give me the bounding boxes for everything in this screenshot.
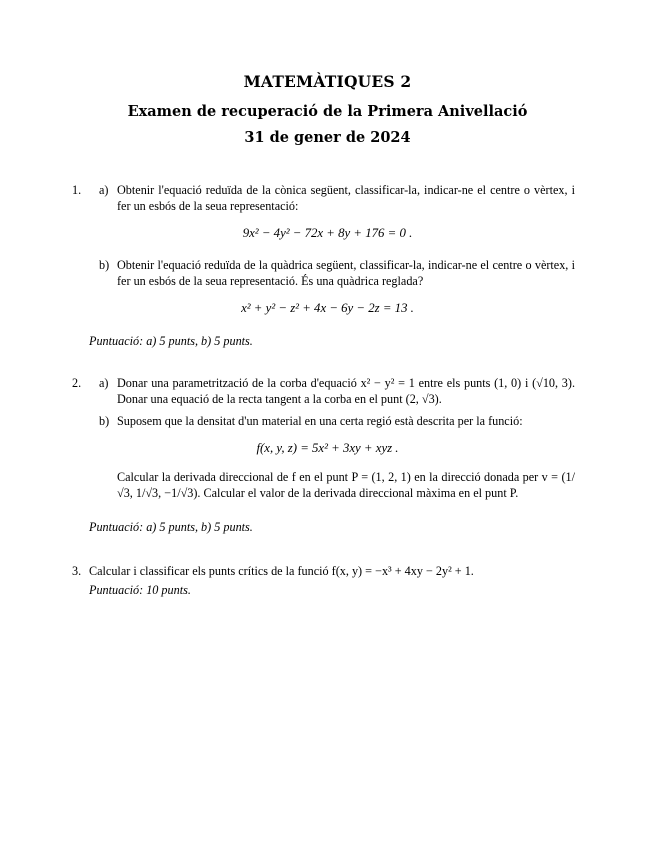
problem-1a-text: Obtenir l'equació reduïda de la cònica següent, classificar-la, indicar-ne el centre o vèrtex, i fer un esbós de la seua representació: xyxy=(117,183,575,213)
problem-2b-text-continued: Calcular la derivada direccional de f en el punt P = (1, 2, 1) en la direcció donada per v = (1/√3, 1/√3, −1/√3). Calcular el valor de la derivada direccional màxima en el punt P. xyxy=(117,470,575,500)
problem-1b-equation: x² + y² − z² + 4x − 6y − 2z = 13 . xyxy=(241,301,414,315)
problem-1a-equation: 9x² − 4y² − 72x + 8y + 176 = 0 . xyxy=(242,226,413,240)
problem-1b-text: Obtenir l'equació reduïda de la quàdrica següent, classificar-la, indicar-ne el centre o vèrtex, i fer un esbós de la seua representació. És una quàdrica reglada? xyxy=(117,258,575,288)
problem-1a-label: a) xyxy=(99,183,109,197)
problem-1-number: 1. xyxy=(72,183,82,197)
exam-subtitle: Examen de recuperació de la Primera Anivellació xyxy=(127,103,528,120)
problem-3-text: Calcular i classificar els punts crítics de la funció f(x, y) = −x³ + 4xy − 2y² + 1. xyxy=(89,564,474,578)
problem-2a-label: a) xyxy=(99,376,109,390)
problem-2b-label: b) xyxy=(99,414,110,428)
problem-2-number: 2. xyxy=(72,376,82,390)
exam-date: 31 de gener de 2024 xyxy=(244,129,411,146)
exam-title: MATEMÀTIQUES 2 xyxy=(243,72,412,91)
problem-2a-text: Donar una parametrització de la corba d'equació x² − y² = 1 entre els punts (1, 0) i (√10, 3). Donar una equació de la recta tangent a la corba en el punt (2, √3). xyxy=(117,376,575,406)
problem-3-number: 3. xyxy=(72,564,82,578)
problem-2-score: Puntuació: a) 5 punts, b) 5 punts. xyxy=(89,520,253,534)
problem-3-score: Puntuació: 10 punts. xyxy=(89,583,191,597)
problem-1b-label: b) xyxy=(99,258,110,272)
problem-2b-equation: f(x, y, z) = 5x² + 3xy + xyz . xyxy=(256,441,399,455)
problem-1-score: Puntuació: a) 5 punts, b) 5 punts. xyxy=(89,334,253,348)
problem-2b-text: Suposem que la densitat d'un material en una certa regió està descrita per la funció: xyxy=(117,414,523,428)
